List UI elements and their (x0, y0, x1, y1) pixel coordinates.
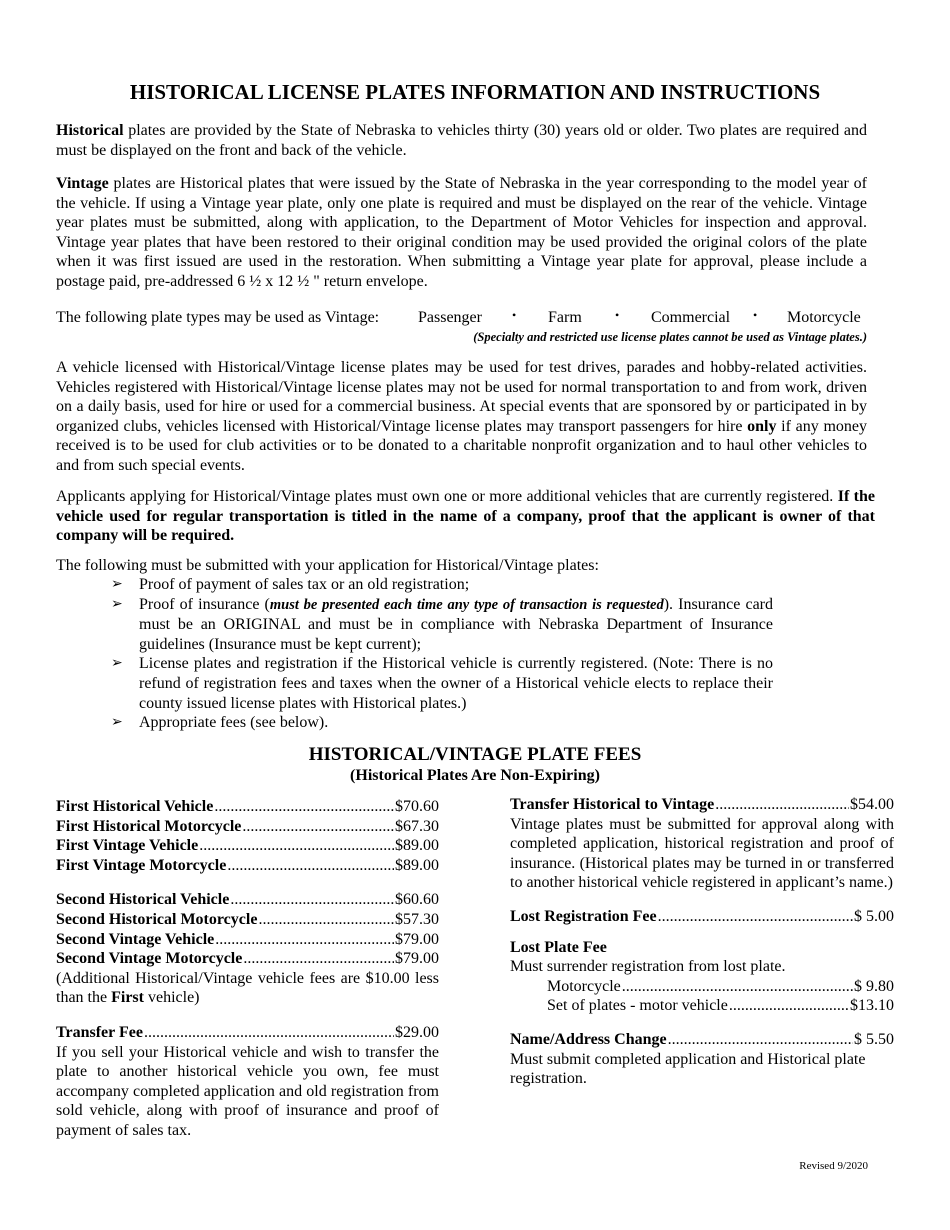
fees-subtitle: (Historical Plates Are Non-Expiring) (350, 767, 600, 784)
fee-amount: $ 5.50 (854, 1030, 894, 1048)
additional-fee-note (56, 969, 439, 1008)
fee-label: Motorcycle (547, 977, 621, 995)
fee-label: Second Vintage Vehicle (56, 930, 215, 948)
plate-type-motorcycle: Motorcycle (787, 309, 861, 326)
requirements-list (111, 575, 773, 733)
fee-label: Second Vintage Motorcycle (56, 950, 243, 968)
plate-types-intro: The following plate types may be used as Vintage: (56, 309, 380, 326)
fee-label: Lost Registration Fee (510, 907, 657, 925)
transfer-fee-text: If you sell your Historical vehicle and wish to transfer the plate to another historical vehicle you own, fee must accompany completed application and old registration from sold vehicle, along with proof of insurance and proof of payment of sales tax. (56, 1043, 439, 1139)
arrow-bullet-icon: ➢ (111, 715, 123, 731)
fee-row (56, 836, 439, 856)
note-text: vehicle) (143, 989, 200, 1007)
vintage-bold: Vintage (56, 175, 109, 192)
requirements-intro: The following must be submitted with your application for Historical/Vintage plates: (56, 557, 599, 574)
plate-types-line (56, 309, 867, 329)
vintage-paragraph (56, 174, 867, 292)
fee-row (510, 996, 894, 1016)
plate-type-passenger: Passenger (418, 309, 482, 326)
bullet-icon: • (512, 308, 517, 322)
fee-label: First Historical Motorcycle (56, 817, 242, 835)
fee-amount: $70.60 (395, 798, 439, 815)
usage-paragraph (56, 358, 867, 476)
fee-label: Transfer Fee (56, 1023, 143, 1041)
transfer-vintage-text: Vintage plates must be submitted for approval along with completed application, historical registration and proof of insurance. (Historical plates may be turned in or transferred to another historical vehicle registered in applicant’s name.) (510, 815, 894, 892)
fee-row (510, 977, 894, 997)
fee-amount: $89.00 (395, 837, 439, 855)
list-item (111, 595, 773, 655)
fee-amount: $60.60 (395, 891, 439, 909)
fee-amount: $79.00 (395, 950, 439, 968)
fees-left-column (56, 797, 439, 1141)
requirement-emphasis: must be presented each time any type of transaction is requested (269, 596, 664, 613)
fee-label: First Vintage Vehicle (56, 837, 199, 855)
fee-row (56, 817, 439, 837)
requirement-text: Proof of payment of sales tax or an old registration; (139, 576, 470, 593)
fee-amount: $57.30 (395, 910, 439, 928)
lost-plate-text: Must surrender registration from lost plate. (510, 958, 786, 976)
usage-text-a: A vehicle licensed with Historical/Vintage license plates may be used for test drives, parades and hobby-related activities. Vehicles registered with Historical/Vintage license plates may not be used for normal transportation to and from work, driven on a daily basis, used for hire or used for a commercial business. At special events that are sponsored by or participated in by organized clubs, vehicles licensed with Historical/Vintage license plates may transport passengers for hire (56, 359, 867, 435)
plate-type-commercial: Commercial (651, 309, 731, 326)
fee-amount: $79.00 (395, 930, 439, 948)
fee-label: Second Historical Motorcycle (56, 910, 258, 928)
fee-amount: $13.10 (850, 997, 894, 1015)
fee-label: Name/Address Change (510, 1030, 667, 1048)
fee-row (56, 890, 439, 910)
fee-row (510, 795, 894, 815)
fee-amount: $29.00 (395, 1023, 439, 1041)
fee-amount: $54.00 (850, 796, 894, 813)
fee-row (56, 856, 439, 876)
fee-amount: $89.00 (395, 856, 439, 874)
applicants-bold: If the vehicle used for regular transportation is titled in the name of a company, proof that the applicant is owner of that company will be required. (56, 488, 876, 545)
requirement-text: ). Insurance card must be an ORIGINAL and must be in compliance with Nebraska Department of Insurance guidelines (Insurance must be kept current); (139, 595, 774, 653)
arrow-bullet-icon: ➢ (111, 656, 123, 672)
list-item (111, 575, 773, 595)
fees-right-column (510, 795, 894, 1089)
fee-row (510, 907, 894, 927)
fee-row (56, 949, 439, 969)
requirement-text: Appropriate fees (see below). (139, 714, 329, 732)
arrow-bullet-icon: ➢ (111, 596, 123, 612)
fee-row (56, 910, 439, 930)
bullet-icon: • (753, 308, 758, 322)
note-bold: First (111, 989, 144, 1007)
fee-amount: $ 9.80 (854, 977, 894, 995)
fee-label: Second Historical Vehicle (56, 891, 230, 909)
fees-title: HISTORICAL/VINTAGE PLATE FEES (308, 744, 642, 765)
fee-row (56, 1023, 439, 1043)
historical-text: plates are provided by the State of Nebraska to vehicles thirty (30) years old or older. Two plates are required and must be displayed on the front and back of the vehicle. (56, 122, 867, 159)
applicants-paragraph (56, 487, 875, 546)
bullet-icon: • (615, 308, 620, 322)
plate-type-farm: Farm (548, 309, 582, 326)
applicants-text: Applicants applying for Historical/Vintage plates must own one or more additional vehicles that are currently registered. (56, 488, 838, 505)
fee-row (56, 797, 439, 817)
vintage-text: plates are Historical plates that were issued by the State of Nebraska in the year corresponding to the model year of the vehicle. If using a Vintage year plate, only one plate is required and must be displayed on the rear of the vehicle. Vintage year plates must be submitted, along with application, to the Department of Motor Vehicles for inspection and approval. Vintage year plates that have been restored to their original condition may be used provided the original colors of the plate when it was first issued are used in the restoration. When submitting a Vintage year plate for approval, please include a postage paid, pre-addressed 6 ½ x 12 ½ " return envelope. (56, 175, 867, 290)
list-item (111, 713, 773, 733)
fee-amount: $ 5.00 (854, 907, 894, 925)
fee-label: First Historical Vehicle (56, 798, 214, 815)
plate-types-note: (Specialty and restricted use license plates cannot be used as Vintage plates.) (473, 330, 867, 344)
note-text: (Additional Historical/Vintage vehicle fees are $10.00 less than the (56, 969, 439, 1007)
historical-paragraph (56, 121, 867, 160)
lost-plate-heading: Lost Plate Fee (510, 938, 607, 956)
fee-label: First Vintage Motorcycle (56, 856, 227, 874)
requirement-text: Proof of insurance ( (139, 595, 270, 613)
requirement-text: License plates and registration if the Historical vehicle is currently registered. (Note: There is no refund of registration fees and taxes when the owner of a Historical vehicle elects to replace their county issued license plates with Historical plates.) (139, 655, 773, 712)
fee-label: Transfer Historical to Vintage (510, 796, 715, 813)
arrow-bullet-icon: ➢ (111, 577, 123, 592)
usage-text-b: if any money received is to be used for club activities or to be donated to a charitable nonprofit organization and to haul other vehicles to and from such special events. (56, 417, 867, 474)
name-change-text: Must submit completed application and Historical plate registration. (510, 1050, 866, 1088)
revision-date: Revised 9/2020 (799, 1160, 868, 1172)
historical-bold: Historical (56, 122, 124, 139)
fee-amount: $67.30 (395, 817, 439, 835)
fee-label: Set of plates - motor vehicle (547, 997, 728, 1015)
usage-bold: only (747, 417, 777, 435)
page-title: HISTORICAL LICENSE PLATES INFORMATION AND INSTRUCTIONS (129, 80, 821, 104)
fee-row (56, 930, 439, 950)
list-item (111, 654, 773, 713)
fee-row (510, 1030, 894, 1050)
